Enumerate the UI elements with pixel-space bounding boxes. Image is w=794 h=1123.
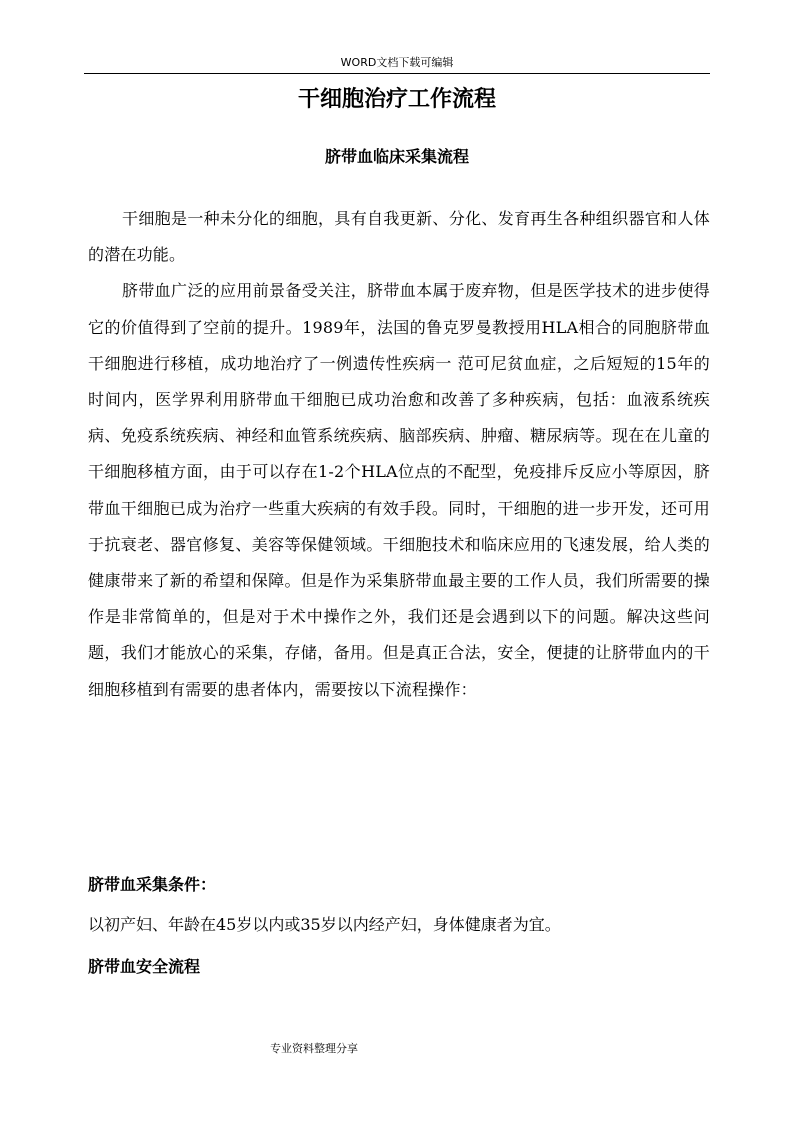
page-header: WORD文档下载可编辑 xyxy=(340,56,454,69)
header-divider xyxy=(84,73,710,74)
page-footer: 专业资料整理分享 xyxy=(270,1042,358,1055)
paragraph-cord-blood: 脐带血广泛的应用前景备受关注，脐带血本属于废弃物，但是医学技术的进步使得它的价值得到了空前的提升。1989年，法国的鲁克罗曼教授用HLA相合的同胞脐带血干细胞进行移植，成功地治疗了一例遗传性疾病一 范可尼贫血症，之后短短的15年的时间内，医学界利用脐带血干细胞已成功治愈和改善了多种疾病，包括：血液系统疾病、免疫系统疾病、神经和血管系统疾病、脑部疾病、肿瘤、糖尿病等。现在在儿童的干细胞移植方面，由于可以存在1-2个HLA位点的不配型，免疫排斥反应小等原因，脐带血干细胞已成为治疗一些重大疾病的有效手段。同时，干细胞的进一步开发，还可用于抗衰老、器官修复、美容等保健领域。干细胞技术和临床应用的飞速发展，给人类的健康带来了新的希望和保障。但是作为采集脐带血最主要的工作人员，我们所需要的操作是非常简单的，但是对于术中操作之外，我们还是会遇到以下的问题。解决这些问题，我们才能放心的采集，存储，备用。但是真正合法，安全，便捷的让脐带血内的干细胞移植到有需要的患者体内，需要按以下流程操作： xyxy=(88,281,710,699)
section-heading-collection-conditions: 脐带血采集条件： xyxy=(88,875,217,894)
paragraph-intro: 干细胞是一种未分化的细胞，具有自我更新、分化、发育再生各种组织器官和人体的潜在功能。 xyxy=(88,209,710,265)
section-heading-safety-process: 脐带血安全流程 xyxy=(88,957,201,976)
document-title: 干细胞治疗工作流程 xyxy=(297,86,496,112)
document-body xyxy=(88,201,710,708)
collection-conditions-text: 以初产妇、年龄在45岁以内或35岁以内经产妇，身体健康者为宜。 xyxy=(88,915,561,934)
document-subtitle: 脐带血临床采集流程 xyxy=(324,147,469,166)
